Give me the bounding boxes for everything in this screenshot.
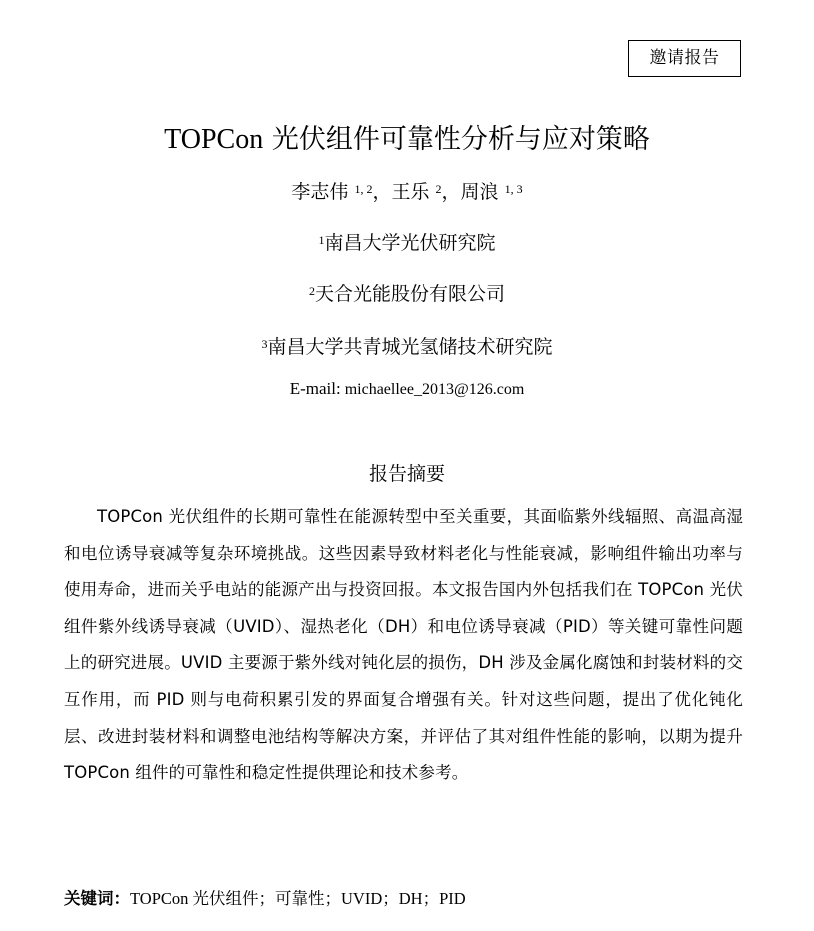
contact-email [0, 377, 814, 402]
affiliation-marker: 3 [261, 337, 268, 351]
invited-report-badge: 邀请报告 [628, 40, 741, 77]
keywords-values: TOPCon 光伏组件；可靠性；UVID；DH；PID [130, 889, 466, 908]
affiliation-line [0, 229, 814, 257]
abstract-body: TOPCon 光伏组件的长期可靠性在能源转型中至关重要，其面临紫外线辐照、高温高湿和电位诱导衰减等复杂环境挑战。这些因素导致材料老化与性能衰减，影响组件输出功率与使用寿命，进而关乎电站的能源产出与投资回报。本文报告国内外包括我们在 TOPCon 光伏组件紫外线诱导衰减（UVID）、湿热老化（DH）和电位诱导衰减（PID）等关键可靠性问题上的研究进展。UVID 主要源于紫外线对钝化层的损伤，DH 涉及金属化腐蚀和封装材料的交互作用，而 PID 则与电荷积累引发的界面复合增强有关。针对这些问题，提出了优化钝化层、改进封装材料和调整电池结构等解决方案，并评估了其对组件性能的影响，以期为提升 TOPCon 组件的可靠性和稳定性提供理论和技术参考。 [64, 507, 743, 783]
author-affiliation-marker: 1, 3 [504, 182, 523, 196]
author-name: 周浪 [460, 181, 499, 203]
affiliation-name: 天合光能股份有限公司 [314, 283, 505, 305]
author-list [0, 178, 814, 206]
paper-title-en: TOPCon [164, 124, 264, 155]
email-link[interactable]: michaellee_2013@126.com [344, 381, 525, 398]
affiliation-marker: 2 [308, 284, 315, 298]
author-affiliation-marker: 1, 2 [354, 182, 373, 196]
author-name: 王乐 [391, 181, 430, 203]
affiliation-line [0, 280, 814, 308]
affiliation-line [0, 333, 814, 361]
author-separator: ， [372, 181, 392, 203]
author-separator: ， [441, 181, 461, 203]
keywords-label: 关键词： [64, 889, 130, 908]
author-name: 李志伟 [291, 181, 349, 203]
affiliation-name: 南昌大学光伏研究院 [324, 232, 496, 254]
paper-title [0, 122, 814, 158]
affiliation-marker: 1 [318, 233, 325, 247]
keywords-line [64, 885, 466, 913]
author-affiliation-marker: 2 [435, 182, 442, 196]
abstract-heading: 报告摘要 [368, 463, 445, 485]
email-label: E-mail: [289, 379, 341, 398]
affiliation-name: 南昌大学共青城光氢储技术研究院 [267, 336, 553, 358]
paper-title-zh: 光伏组件可靠性分析与应对策略 [263, 124, 650, 155]
